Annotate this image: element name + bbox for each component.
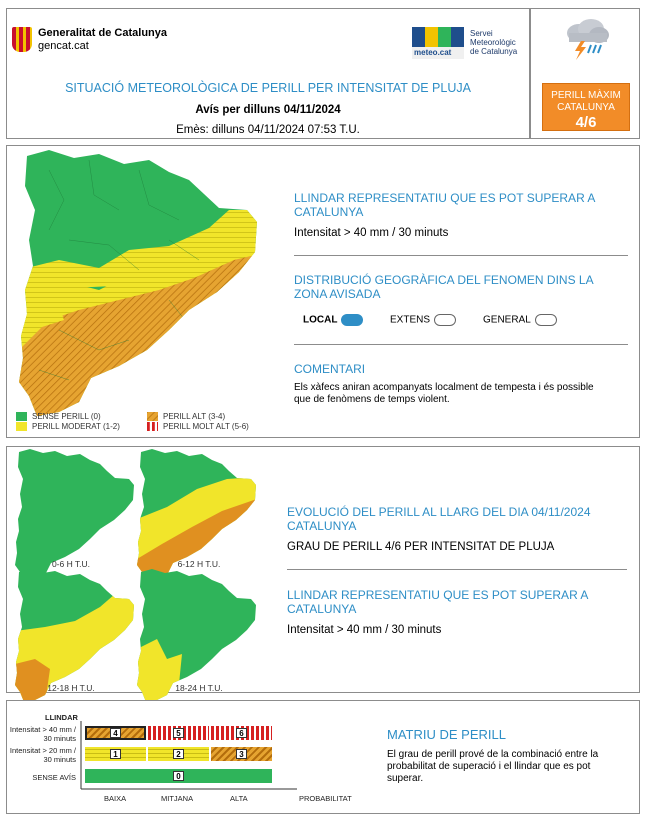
matrix-cell-2 xyxy=(148,747,209,761)
legend-sense-label: SENSE PERILL (0) xyxy=(32,412,101,421)
row-label-40: Intensitat > 40 mm / 30 minuts xyxy=(9,725,76,743)
toggle-local-icon xyxy=(341,314,363,326)
col-label-mitjana: MITJANA xyxy=(161,794,194,803)
servei-name xyxy=(470,29,517,56)
option-extens xyxy=(390,314,456,327)
toggle-general-icon xyxy=(535,314,557,326)
max-danger-badge xyxy=(542,83,630,131)
cell-value: 5 xyxy=(173,728,184,738)
matrix-cell-4 xyxy=(85,726,146,740)
gencat-brand xyxy=(38,27,167,53)
meteo-label: meteo.cat xyxy=(414,48,452,57)
probabilitat-axis-label: PROBABILITAT xyxy=(299,794,352,803)
orange-swatch-icon xyxy=(147,412,158,421)
grau-perill: GRAU DE PERILL 4/6 PER INTENSITAT DE PLUJA xyxy=(287,541,555,553)
map-caption-0-6: 0-6 H T.U. xyxy=(51,559,91,569)
legend-molt-alt-label: PERILL MOLT ALT (5-6) xyxy=(163,422,249,431)
matrix-cell-6 xyxy=(211,726,272,740)
map-caption-6-12: 6-12 H T.U. xyxy=(177,559,221,569)
servei-line-1: Servei xyxy=(470,29,493,38)
current-situation-panel xyxy=(6,145,640,438)
llindar-value: Intensitat > 40 mm / 30 minuts xyxy=(294,227,449,239)
max-danger-label: PERILL MÀXIM CATALUNYA xyxy=(551,90,621,113)
option-extens-label: EXTENS xyxy=(390,314,431,326)
llindar-title: LLINDAR REPRESENTATIU QUE ES POT SUPERAR A CATALUNYA xyxy=(294,191,595,219)
row-label-sense: SENSE AVÍS xyxy=(32,773,76,782)
avis-date: Avís per dilluns 04/11/2024 xyxy=(195,104,341,116)
col-label-alta: ALTA xyxy=(230,794,248,803)
toggle-extens-icon xyxy=(434,314,456,326)
matrix-cell-0 xyxy=(85,769,272,783)
matriu-title: MATRIU DE PERILL xyxy=(387,727,506,742)
max-danger-panel xyxy=(530,8,640,139)
cell-value: 6 xyxy=(236,728,247,738)
llindar-value-2: Intensitat > 40 mm / 30 minuts xyxy=(287,624,442,636)
matrix-panel xyxy=(6,700,640,814)
servei-line-3: de Catalunya xyxy=(470,47,518,56)
meteocat-logo-icon xyxy=(412,27,464,59)
header-panel xyxy=(6,8,530,139)
legend-sense xyxy=(16,412,101,421)
legend-alt xyxy=(147,412,225,421)
max-danger-value: 4/6 xyxy=(575,114,597,131)
llindar-title-2: LLINDAR REPRESENTATIU QUE ES POT SUPERAR A CATALUNYA xyxy=(287,588,588,616)
page-title: SITUACIÓ METEOROLÒGICA DE PERILL PER INTENSITAT DE PLUJA xyxy=(65,81,471,95)
cell-value: 2 xyxy=(173,749,184,759)
cell-value: 4 xyxy=(110,728,121,738)
emes-date: Emès: dilluns 04/11/2024 07:53 T.U. xyxy=(176,124,360,136)
distribucio-title: DISTRIBUCIÓ GEOGRÀFICA DEL FENOMEN DINS LA ZONA AVISADA xyxy=(294,273,593,301)
matrix-cell-3 xyxy=(211,747,272,761)
red-swatch-icon xyxy=(147,422,158,431)
cell-value: 1 xyxy=(110,749,121,759)
comentari-text: Els xàfecs aniran acompanyats localment de tempesta i és possible que de fenòmens de temps violent. xyxy=(294,382,594,405)
cell-value: 0 xyxy=(173,771,184,781)
divider xyxy=(294,344,628,345)
map-caption-18-24: 18-24 H T.U. xyxy=(175,683,223,693)
llindar-axis-label: LLINDAR xyxy=(45,713,78,722)
matriu-desc: El grau de perill prové de la combinació entre la probabilitat de superació i el llindar que es pot superar. xyxy=(387,749,599,784)
org-site: gencat.cat xyxy=(38,40,89,52)
gencat-logo-icon xyxy=(12,27,32,52)
legend-moderat xyxy=(16,422,120,431)
servei-line-2: Meteorològic xyxy=(470,38,516,47)
storm-cloud-icon xyxy=(561,17,611,61)
divider xyxy=(294,255,628,256)
evolucio-title: EVOLUCIÓ DEL PERILL AL LLARG DEL DIA 04/11/2024 CATALUNYA xyxy=(287,505,591,533)
matrix-cell-1 xyxy=(85,747,146,761)
divider xyxy=(287,569,627,570)
org-name: Generalitat de Catalunya xyxy=(38,27,167,39)
legend-molt-alt xyxy=(147,422,249,431)
option-local xyxy=(303,314,363,327)
matrix-cell-5 xyxy=(148,726,209,740)
option-local-label: LOCAL xyxy=(303,314,338,326)
row-label-20: Intensitat > 20 mm / 30 minuts xyxy=(9,746,76,764)
map-caption-12-18: 12-18 H T.U. xyxy=(47,683,95,693)
option-general-label: GENERAL xyxy=(483,314,531,326)
option-general xyxy=(483,314,557,327)
comentari-title: COMENTARI xyxy=(294,362,366,376)
catalonia-danger-map xyxy=(13,146,273,416)
legend-moderat-label: PERILL MODERAT (1-2) xyxy=(32,422,120,431)
legend-alt-label: PERILL ALT (3-4) xyxy=(163,412,226,421)
cell-value: 3 xyxy=(236,749,247,759)
yellow-swatch-icon xyxy=(16,422,27,431)
evolution-panel xyxy=(6,446,640,693)
col-label-baixa: BAIXA xyxy=(104,794,127,803)
green-swatch-icon xyxy=(16,412,27,421)
